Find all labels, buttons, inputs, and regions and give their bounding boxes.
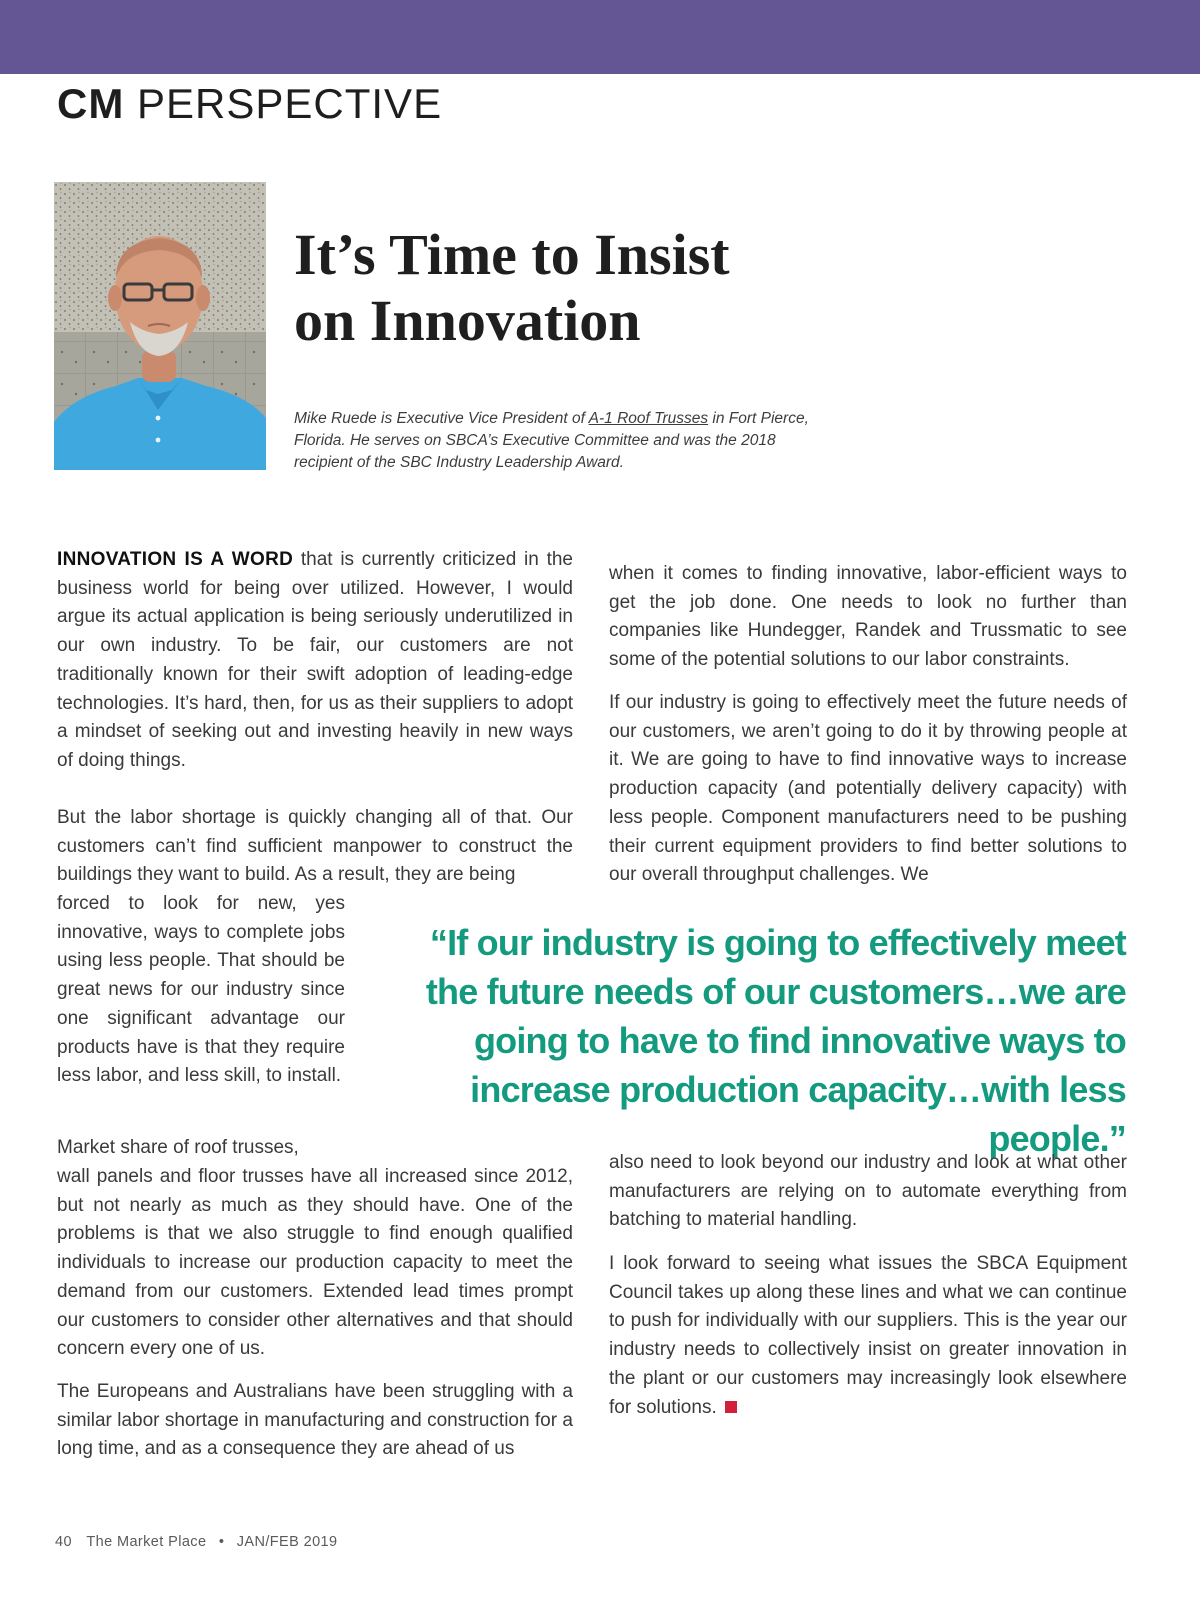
- paragraph-3-narrow: Market share of roof trusses,: [57, 1137, 299, 1158]
- article-title: [294, 222, 894, 354]
- paragraph-1-text: that is currently criticized in the business world for being over utilized. However, I would argue its actual application is being seriously underutilized in our own industry. To be fair, our customers are not traditionally known for their swift adoption of leading-edge technologies. It’s hard, then, for us as their suppliers to adopt a mindset of seeking out and investing heavily in new ways of doing things.: [57, 549, 573, 771]
- section-label-bold: CM: [57, 80, 125, 127]
- section-label-light: PERSPECTIVE: [137, 80, 443, 127]
- header-color-bar: [0, 0, 1200, 74]
- publication-name: The Market Place: [86, 1534, 207, 1550]
- paragraph-1: [57, 546, 573, 776]
- paragraph-5: when it comes to finding innovative, labor-efficient ways to get the job done. One needs to look no further than companies like Hundegger, Randek and Trussmatic to see some of the potential solutions to our labor constraints.: [609, 563, 1127, 671]
- issue-date: JAN/FEB 2019: [236, 1534, 338, 1550]
- bio-text-2: in Fort Pierce, Florida. He serves on SBCA’s Executive Committee and was the 2018 recipient of the SBC Industry Leadership Award.: [294, 410, 809, 471]
- page-number: 40: [55, 1534, 72, 1550]
- paragraph-2-narrow: forced to look for new, yes innovative, ways to complete jobs using less people. That should be great news for our industry since one significant advantage our products have is that they require less labor, and less skill, to install.: [57, 893, 345, 1087]
- footer-separator: •: [218, 1534, 225, 1550]
- paragraph-8-text: I look forward to seeing what issues the SBCA Equipment Council takes up along these lines and what we can continue to push for individually with our suppliers. This is the year our industry needs to collectively insist on greater innovation in the plant or our customers may increasingly look elsewhere for solutions.: [609, 1253, 1127, 1418]
- pull-quote: “If our industry is going to effectively meet the future needs of our customers…we are going to have to find innovative ways to increase production capacity…with less people.”: [425, 922, 1126, 1159]
- end-mark-icon: [725, 1401, 737, 1413]
- section-label: [57, 80, 442, 128]
- paragraph-8: [609, 1250, 1127, 1422]
- lead-caps: INNOVATION IS A WORD: [57, 549, 294, 570]
- page-footer: [55, 1534, 337, 1550]
- author-photo: [54, 182, 266, 470]
- title-line-2: on Innovation: [294, 288, 641, 353]
- paragraph-4: The Europeans and Australians have been struggling with a similar labor shortage in manufacturing and construction for a long time, and as a consequence they are ahead of us: [57, 1381, 573, 1460]
- paragraph-3: wall panels and floor trusses have all increased since 2012, but not nearly as much as they should have. One of the problems is that we also struggle to find enough qualified individuals to increase our production capacity to meet the demand from our customers. Extended lead times prompt our customers to consider other alternatives and that should concern every one of us.: [57, 1166, 573, 1360]
- author-bio: [294, 408, 834, 474]
- title-line-1: It’s Time to Insist: [294, 222, 730, 287]
- paragraph-2-top: But the labor shortage is quickly changing all of that. Our customers can’t find sufficient manpower to construct the buildings they want to build. As a result, they are being: [57, 807, 573, 886]
- company-link[interactable]: A-1 Roof Trusses: [588, 410, 709, 427]
- paragraph-7: also need to look beyond our industry and look at what other manufacturers are relying on to automate everything from batching to material handling.: [609, 1152, 1127, 1231]
- bio-text-1: Mike Ruede is Executive Vice President of: [294, 410, 589, 427]
- paragraph-6: If our industry is going to effectively meet the future needs of our customers, we aren’t going to do it by throwing people at it. We are going to have to find innovative ways to increase production capacity (and potentially delivery capacity) with less people. Component manufacturers need to be pushing their current equipment providers to find better solutions to our overall throughput challenges. We: [609, 692, 1127, 886]
